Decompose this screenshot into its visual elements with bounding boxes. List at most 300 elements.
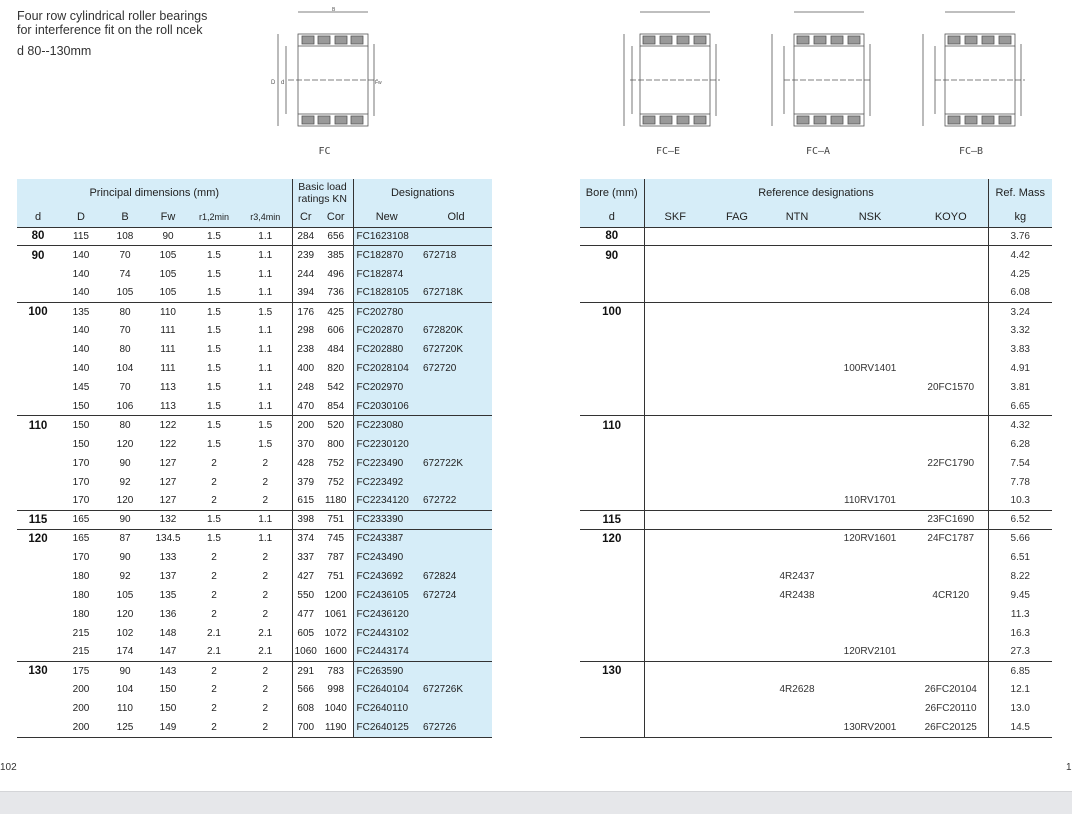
fw-cell: 111 bbox=[160, 363, 176, 375]
fag-cell bbox=[706, 416, 768, 435]
cor-cell: 606 bbox=[319, 321, 353, 340]
cor-cell: 751 bbox=[319, 510, 353, 529]
drawing-caption: FC bbox=[318, 146, 331, 157]
nsk-cell bbox=[826, 680, 914, 699]
reference-table-body bbox=[580, 227, 1052, 737]
bore-d-cell bbox=[580, 435, 644, 454]
table-row bbox=[580, 246, 1052, 265]
cor-cell: 854 bbox=[319, 397, 353, 416]
ntn-cell bbox=[768, 661, 826, 680]
r12-cell: 2 bbox=[189, 661, 239, 680]
r12-cell: 2 bbox=[211, 495, 217, 507]
old-designation-cell bbox=[420, 397, 492, 416]
col-D: D bbox=[59, 207, 103, 227]
old-designation-cell: 672726 bbox=[420, 718, 492, 737]
old-designation-cell: 672724 bbox=[420, 586, 492, 605]
ntn-cell bbox=[768, 265, 826, 284]
koyo-cell bbox=[914, 435, 988, 454]
mass-cell: 6.52 bbox=[988, 510, 1052, 529]
fag-cell bbox=[706, 624, 768, 643]
bore-d-cell bbox=[580, 473, 644, 492]
ntn-cell bbox=[768, 246, 826, 265]
fw-cell: 150 bbox=[159, 703, 177, 715]
col-kg: kg bbox=[988, 207, 1052, 227]
table-row bbox=[17, 416, 492, 435]
fag-cell bbox=[706, 265, 768, 284]
fw-cell: 113 bbox=[160, 382, 176, 394]
outer-D-cell: 140 bbox=[72, 268, 90, 280]
table-row bbox=[17, 454, 492, 473]
bore-d-cell: 90 bbox=[17, 246, 59, 265]
mass-cell: 3.76 bbox=[1010, 230, 1030, 242]
width-B-cell: 90 bbox=[103, 661, 147, 680]
bore-d-cell bbox=[580, 321, 644, 340]
fag-cell bbox=[706, 227, 768, 246]
bore-d-cell bbox=[17, 605, 59, 624]
fag-cell bbox=[706, 435, 768, 454]
skf-cell bbox=[644, 340, 706, 359]
bore-d-cell bbox=[17, 548, 59, 567]
fag-cell bbox=[706, 473, 768, 492]
table-row bbox=[17, 586, 492, 605]
table-row bbox=[580, 529, 1052, 548]
old-designation-cell bbox=[420, 416, 492, 435]
fag-cell bbox=[706, 699, 768, 718]
r34-cell: 1.5 bbox=[239, 435, 292, 454]
width-B-cell: 80 bbox=[103, 303, 147, 322]
koyo-cell bbox=[914, 605, 988, 624]
cor-cell: 800 bbox=[319, 435, 353, 454]
r34-cell: 2 bbox=[239, 605, 292, 624]
fw-cell: 148 bbox=[159, 627, 177, 639]
r34-cell: 2 bbox=[239, 699, 292, 718]
bore-d-cell: 80 bbox=[580, 227, 644, 246]
bore-d-cell: 110 bbox=[580, 416, 644, 435]
col-r12: r1,2min bbox=[189, 207, 239, 227]
mass-header: Ref. Mass bbox=[988, 179, 1052, 207]
table-row bbox=[580, 378, 1052, 397]
r34-cell: 1.5 bbox=[239, 303, 292, 322]
new-designation-cell: FC223492 bbox=[353, 473, 420, 492]
cr-cell: 248 bbox=[297, 382, 315, 394]
width-B-cell: 110 bbox=[117, 703, 133, 715]
r12-cell: 2 bbox=[211, 476, 217, 488]
old-designation-cell bbox=[420, 510, 492, 529]
old-designation-cell: 672718 bbox=[420, 246, 492, 265]
r34-cell: 2 bbox=[239, 586, 292, 605]
ntn-cell bbox=[768, 359, 826, 378]
mass-cell: 6.65 bbox=[1010, 400, 1030, 412]
skf-cell bbox=[644, 567, 706, 586]
width-B-cell: 108 bbox=[116, 230, 134, 242]
cr-cell: 477 bbox=[297, 608, 315, 620]
table-row bbox=[17, 359, 492, 378]
bore-d-cell bbox=[17, 624, 59, 643]
table-row bbox=[580, 435, 1052, 454]
skf-cell bbox=[644, 529, 706, 548]
bore-d-cell bbox=[17, 718, 59, 737]
fag-cell bbox=[706, 378, 768, 397]
ntn-cell bbox=[768, 227, 826, 246]
old-designation-cell bbox=[420, 624, 492, 643]
old-designation-cell bbox=[420, 661, 492, 680]
skf-cell bbox=[644, 680, 706, 699]
cr-cell: 298 bbox=[297, 325, 315, 337]
table-row bbox=[580, 699, 1052, 718]
r12-cell: 2 bbox=[211, 608, 217, 620]
fag-cell bbox=[706, 529, 768, 548]
cr-cell: 398 bbox=[292, 510, 319, 529]
outer-D-cell: 200 bbox=[72, 703, 90, 715]
r12-cell: 2 bbox=[211, 703, 217, 715]
cr-cell: 1060 bbox=[294, 646, 317, 658]
fw-cell: 105 bbox=[159, 268, 177, 280]
new-designation-cell: FC223490 bbox=[353, 454, 420, 473]
r12-cell: 2 bbox=[189, 718, 239, 737]
width-B-cell: 106 bbox=[116, 400, 134, 412]
koyo-cell bbox=[914, 265, 988, 284]
bore-d-cell: 115 bbox=[580, 510, 644, 529]
table-row bbox=[580, 359, 1052, 378]
bore-d-cell bbox=[580, 624, 644, 643]
cor-cell: 1061 bbox=[319, 605, 353, 624]
new-designation-cell: FC1623108 bbox=[353, 227, 420, 246]
fag-cell bbox=[706, 586, 768, 605]
width-B-cell: 104 bbox=[116, 363, 134, 375]
new-designation-cell: FC202970 bbox=[353, 378, 420, 397]
table-row bbox=[580, 284, 1052, 303]
new-designation-cell: FC2443174 bbox=[353, 643, 420, 662]
new-designation-cell: FC243387 bbox=[353, 529, 420, 548]
r12-cell: 1.5 bbox=[207, 382, 221, 394]
fw-cell: 110 bbox=[147, 303, 189, 322]
table-row bbox=[17, 510, 492, 529]
koyo-cell bbox=[914, 321, 988, 340]
width-B-cell: 102 bbox=[116, 627, 134, 639]
nsk-cell: 120RV1601 bbox=[826, 529, 914, 548]
cr-cell: 470 bbox=[297, 400, 315, 412]
r12-cell: 1.5 bbox=[207, 230, 221, 242]
cr-cell: 291 bbox=[292, 661, 319, 680]
nsk-cell bbox=[826, 416, 914, 435]
table-row bbox=[17, 227, 492, 246]
table-row bbox=[17, 265, 492, 284]
bore-d-cell bbox=[580, 718, 644, 737]
outer-D-cell: 170 bbox=[72, 552, 90, 564]
outer-D-cell: 170 bbox=[72, 476, 90, 488]
ntn-cell bbox=[768, 529, 826, 548]
bore-d-cell bbox=[17, 473, 59, 492]
new-designation-cell: FC182874 bbox=[353, 265, 420, 284]
koyo-cell: 23FC1690 bbox=[914, 510, 988, 529]
skf-cell bbox=[644, 491, 706, 510]
nsk-cell bbox=[826, 567, 914, 586]
fw-cell: 137 bbox=[159, 570, 177, 582]
skf-cell bbox=[644, 510, 706, 529]
outer-D-cell: 140 bbox=[72, 287, 90, 299]
cor-cell: 542 bbox=[319, 378, 353, 397]
table-row bbox=[17, 246, 492, 265]
mass-cell: 12.1 bbox=[1010, 684, 1030, 696]
skf-cell bbox=[644, 397, 706, 416]
nsk-cell bbox=[826, 397, 914, 416]
col-B: B bbox=[103, 207, 147, 227]
cr-cell: 337 bbox=[297, 552, 315, 564]
mass-cell: 16.3 bbox=[1010, 627, 1030, 639]
fw-cell: 122 bbox=[159, 438, 177, 450]
skf-cell bbox=[644, 661, 706, 680]
cr-cell: 566 bbox=[297, 684, 315, 696]
r12-cell: 1.5 bbox=[207, 325, 221, 337]
outer-D-cell: 215 bbox=[72, 646, 90, 658]
bore-d-cell bbox=[17, 397, 59, 416]
ntn-cell bbox=[768, 699, 826, 718]
ntn-cell: 4R2628 bbox=[779, 684, 815, 696]
bore-d-cell bbox=[580, 359, 644, 378]
table-row bbox=[580, 605, 1052, 624]
col-bore-d: d bbox=[580, 207, 644, 227]
bore-d-cell: 120 bbox=[580, 529, 644, 548]
cr-cell: 550 bbox=[297, 589, 315, 601]
r12-cell: 1.5 bbox=[207, 438, 221, 450]
fw-cell: 136 bbox=[159, 608, 177, 620]
koyo-cell: 24FC1787 bbox=[914, 529, 988, 548]
table-row bbox=[17, 605, 492, 624]
table-row bbox=[17, 473, 492, 492]
r34-cell: 2 bbox=[239, 567, 292, 586]
table-row bbox=[17, 643, 492, 662]
skf-cell bbox=[644, 227, 706, 246]
fw-cell: 90 bbox=[162, 230, 174, 242]
nsk-cell bbox=[826, 378, 914, 397]
table-row bbox=[580, 265, 1052, 284]
table-row bbox=[580, 567, 1052, 586]
new-designation-cell: FC202870 bbox=[353, 321, 420, 340]
width-B-cell: 90 bbox=[119, 552, 131, 564]
col-Cor: Cor bbox=[319, 207, 353, 227]
fag-cell bbox=[706, 548, 768, 567]
skf-cell bbox=[644, 605, 706, 624]
bore-d-cell bbox=[580, 643, 644, 662]
cr-cell: 394 bbox=[297, 287, 315, 299]
bore-d-cell bbox=[17, 567, 59, 586]
cr-cell: 284 bbox=[297, 230, 315, 242]
outer-D-cell: 140 bbox=[72, 363, 90, 375]
skf-cell bbox=[644, 548, 706, 567]
skf-cell bbox=[644, 265, 706, 284]
koyo-cell bbox=[914, 227, 988, 246]
r34-cell: 2 bbox=[239, 548, 292, 567]
r12-cell: 2 bbox=[211, 457, 217, 469]
outer-D-cell: 140 bbox=[59, 246, 103, 265]
cr-cell: 238 bbox=[297, 344, 315, 356]
old-designation-cell bbox=[420, 643, 492, 662]
cor-cell: 484 bbox=[319, 340, 353, 359]
fw-cell: 143 bbox=[147, 661, 189, 680]
bore-d-cell bbox=[580, 548, 644, 567]
table-row bbox=[17, 284, 492, 303]
fw-cell: 134.5 bbox=[147, 529, 189, 548]
mass-cell: 13.0 bbox=[1010, 703, 1030, 715]
svg-text:D: D bbox=[271, 80, 276, 86]
koyo-cell: 20FC1570 bbox=[914, 378, 988, 397]
dimensions-table bbox=[17, 179, 492, 738]
nsk-cell bbox=[826, 661, 914, 680]
cor-cell: 425 bbox=[319, 303, 353, 322]
r12-cell: 1.5 bbox=[189, 303, 239, 322]
outer-D-cell: 135 bbox=[59, 303, 103, 322]
nsk-cell bbox=[826, 699, 914, 718]
bore-d-cell: 130 bbox=[580, 661, 644, 680]
nsk-cell: 110RV1701 bbox=[844, 495, 896, 507]
fag-cell bbox=[706, 303, 768, 322]
ntn-cell bbox=[768, 321, 826, 340]
old-designation-cell bbox=[420, 435, 492, 454]
fw-cell: 135 bbox=[159, 589, 177, 601]
ntn-cell bbox=[768, 548, 826, 567]
mass-cell: 4.32 bbox=[988, 416, 1052, 435]
new-designation-cell: FC2640104 bbox=[353, 680, 420, 699]
cor-cell: 752 bbox=[319, 454, 353, 473]
koyo-cell bbox=[914, 397, 988, 416]
old-designation-cell bbox=[420, 605, 492, 624]
r34-cell: 2 bbox=[239, 680, 292, 699]
fc-e-drawing-svg bbox=[612, 6, 724, 146]
old-designation-cell bbox=[420, 265, 492, 284]
fag-cell bbox=[706, 284, 768, 303]
skf-cell bbox=[644, 416, 706, 435]
bore-d-cell bbox=[580, 284, 644, 303]
fag-cell bbox=[706, 246, 768, 265]
bore-d-cell bbox=[580, 397, 644, 416]
r34-cell: 1.1 bbox=[239, 284, 292, 303]
width-B-cell: 120 bbox=[116, 608, 134, 620]
fw-cell: 105 bbox=[159, 287, 177, 299]
r12-cell: 1.5 bbox=[207, 344, 221, 356]
nsk-cell: 130RV2001 bbox=[826, 718, 914, 737]
bore-d-cell: 90 bbox=[580, 246, 644, 265]
skf-cell bbox=[644, 246, 706, 265]
old-designation-cell: 672720K bbox=[420, 340, 492, 359]
table-row bbox=[17, 718, 492, 737]
r34-cell: 1.1 bbox=[239, 510, 292, 529]
fw-cell: 105 bbox=[147, 246, 189, 265]
table-row bbox=[17, 397, 492, 416]
cr-cell: 427 bbox=[297, 570, 315, 582]
fag-cell bbox=[706, 454, 768, 473]
cr-cell: 200 bbox=[292, 416, 319, 435]
table-row bbox=[17, 624, 492, 643]
nsk-cell: 100RV1401 bbox=[843, 363, 897, 375]
reference-header: Reference designations bbox=[644, 179, 988, 207]
ntn-cell bbox=[768, 284, 826, 303]
cor-cell: 751 bbox=[319, 567, 353, 586]
r12-cell: 1.5 bbox=[207, 268, 221, 280]
fw-cell: 132 bbox=[147, 510, 189, 529]
bore-d-cell bbox=[580, 567, 644, 586]
old-designation-cell bbox=[420, 378, 492, 397]
r34-cell: 1.1 bbox=[239, 378, 292, 397]
drawing-caption: FC–A bbox=[805, 146, 831, 157]
mass-cell: 4.91 bbox=[1010, 363, 1030, 375]
table-row bbox=[17, 661, 492, 680]
old-designation-cell bbox=[420, 548, 492, 567]
table-row bbox=[580, 321, 1052, 340]
width-B-cell: 104 bbox=[116, 684, 134, 696]
r34-cell: 1.1 bbox=[239, 529, 292, 548]
ntn-cell bbox=[768, 510, 826, 529]
r12-cell: 1.5 bbox=[189, 510, 239, 529]
ntn-cell bbox=[768, 718, 826, 737]
nsk-cell bbox=[826, 321, 914, 340]
fw-cell: 147 bbox=[159, 646, 177, 658]
fw-cell: 122 bbox=[147, 416, 189, 435]
bore-d-cell bbox=[17, 454, 59, 473]
r34-cell: 2.1 bbox=[239, 643, 292, 662]
koyo-cell: 26FC20125 bbox=[914, 718, 988, 737]
fw-cell: 133 bbox=[159, 552, 177, 564]
r34-cell: 2 bbox=[239, 718, 292, 737]
koyo-cell bbox=[914, 643, 988, 662]
outer-D-cell: 170 bbox=[72, 495, 90, 507]
cr-cell: 605 bbox=[297, 627, 315, 639]
table-row bbox=[580, 624, 1052, 643]
new-designation-cell: FC1828105 bbox=[353, 284, 420, 303]
cr-cell: 176 bbox=[292, 303, 319, 322]
page-number-left: 102 bbox=[0, 762, 17, 773]
new-designation-cell: FC2640110 bbox=[353, 699, 420, 718]
skf-cell bbox=[644, 586, 706, 605]
cor-cell: 1190 bbox=[319, 718, 353, 737]
mass-cell: 3.81 bbox=[1010, 382, 1030, 394]
table-row bbox=[17, 529, 492, 548]
cor-cell: 1040 bbox=[319, 699, 353, 718]
col-r34: r3,4min bbox=[239, 207, 292, 227]
ntn-cell bbox=[768, 605, 826, 624]
bore-d-cell bbox=[580, 378, 644, 397]
koyo-cell: 26FC20104 bbox=[914, 680, 988, 699]
mass-cell: 3.83 bbox=[1010, 344, 1030, 356]
bore-d-cell bbox=[17, 435, 59, 454]
old-designation-cell bbox=[420, 699, 492, 718]
width-B-cell: 105 bbox=[116, 287, 134, 299]
table-row bbox=[17, 321, 492, 340]
ntn-cell bbox=[768, 303, 826, 322]
svg-text:d: d bbox=[281, 80, 285, 86]
ntn-cell bbox=[768, 378, 826, 397]
old-designation-cell bbox=[420, 303, 492, 322]
r12-cell: 1.5 bbox=[189, 529, 239, 548]
fag-cell bbox=[706, 340, 768, 359]
cor-cell: 656 bbox=[319, 227, 353, 246]
koyo-cell bbox=[914, 624, 988, 643]
r34-cell: 1.1 bbox=[239, 359, 292, 378]
skf-cell bbox=[644, 435, 706, 454]
bore-d-cell bbox=[580, 265, 644, 284]
bore-d-cell: 100 bbox=[580, 303, 644, 322]
cr-cell: 370 bbox=[297, 438, 315, 450]
skf-cell bbox=[644, 624, 706, 643]
cor-cell: 385 bbox=[319, 246, 353, 265]
old-designation-cell: 672824 bbox=[420, 567, 492, 586]
nsk-cell bbox=[826, 227, 914, 246]
bore-d-cell: 110 bbox=[17, 416, 59, 435]
outer-D-cell: 145 bbox=[72, 382, 90, 394]
new-designation-cell: FC2234120 bbox=[353, 491, 420, 510]
koyo-cell bbox=[914, 359, 988, 378]
r34-cell: 2 bbox=[239, 454, 292, 473]
mass-cell: 14.5 bbox=[988, 718, 1052, 737]
